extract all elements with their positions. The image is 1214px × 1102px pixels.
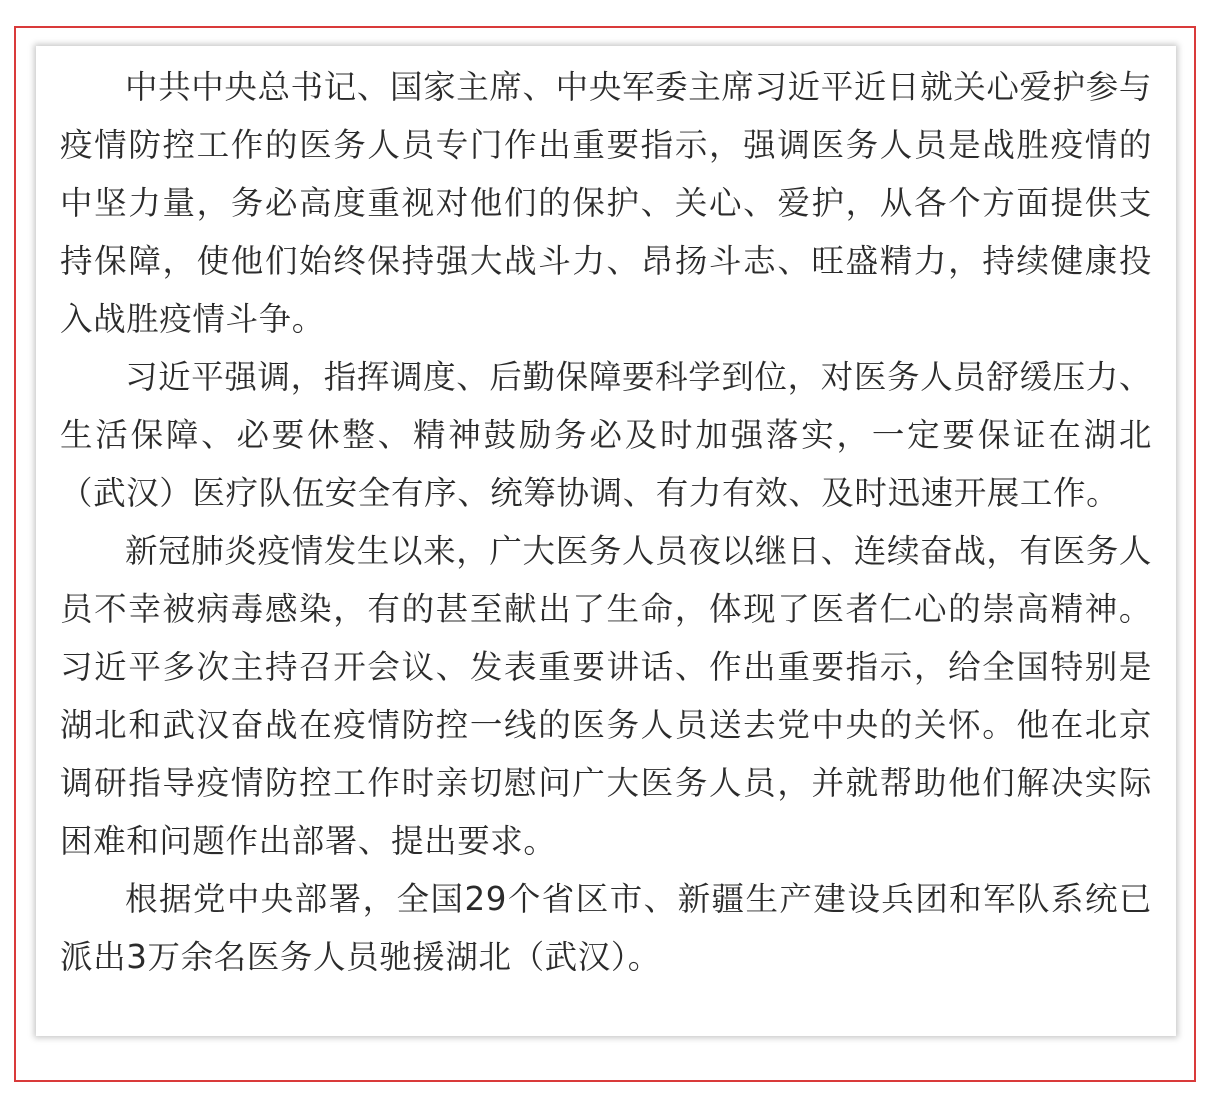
paragraph-3: 新冠肺炎疫情发生以来，广大医务人员夜以继日、连续奋战，有医务人员不幸被病毒感染，有的甚至献出了生命，体现了医者仁心的崇高精神。习近平多次主持召开会议、发表重要讲话、作出重要指示，给全国特别是湖北和武汉奋战在疫情防控一线的医务人员送去党中央的关怀。他在北京调研指导疫情防控工作时亲切慰问广大医务人员，并就帮助他们解决实际困难和问题作出部署、提出要求。	[60, 532, 1152, 860]
paragraph-1: 中共中央总书记、国家主席、中央军委主席习近平近日就关心爱护参与疫情防控工作的医务人员专门作出重要指示，强调医务人员是战胜疫情的中坚力量，务必高度重视对他们的保护、关心、爱护，从各个方面提供支持保障，使他们始终保持强大战斗力、昂扬斗志、旺盛精力，持续健康投入战胜疫情斗争。	[60, 68, 1152, 338]
paragraph-2: 习近平强调，指挥调度、后勤保障要科学到位，对医务人员舒缓压力、生活保障、必要休整、精神鼓励务必及时加强落实，一定要保证在湖北（武汉）医疗队伍安全有序、统筹协调、有力有效、及时迅速开展工作。	[60, 358, 1152, 512]
paragraph-4: 根据党中央部署，全国29个省区市、新疆生产建设兵团和军队系统已派出3万余名医务人员驰援湖北（武汉）。	[60, 880, 1152, 976]
article-card	[36, 46, 1176, 1036]
